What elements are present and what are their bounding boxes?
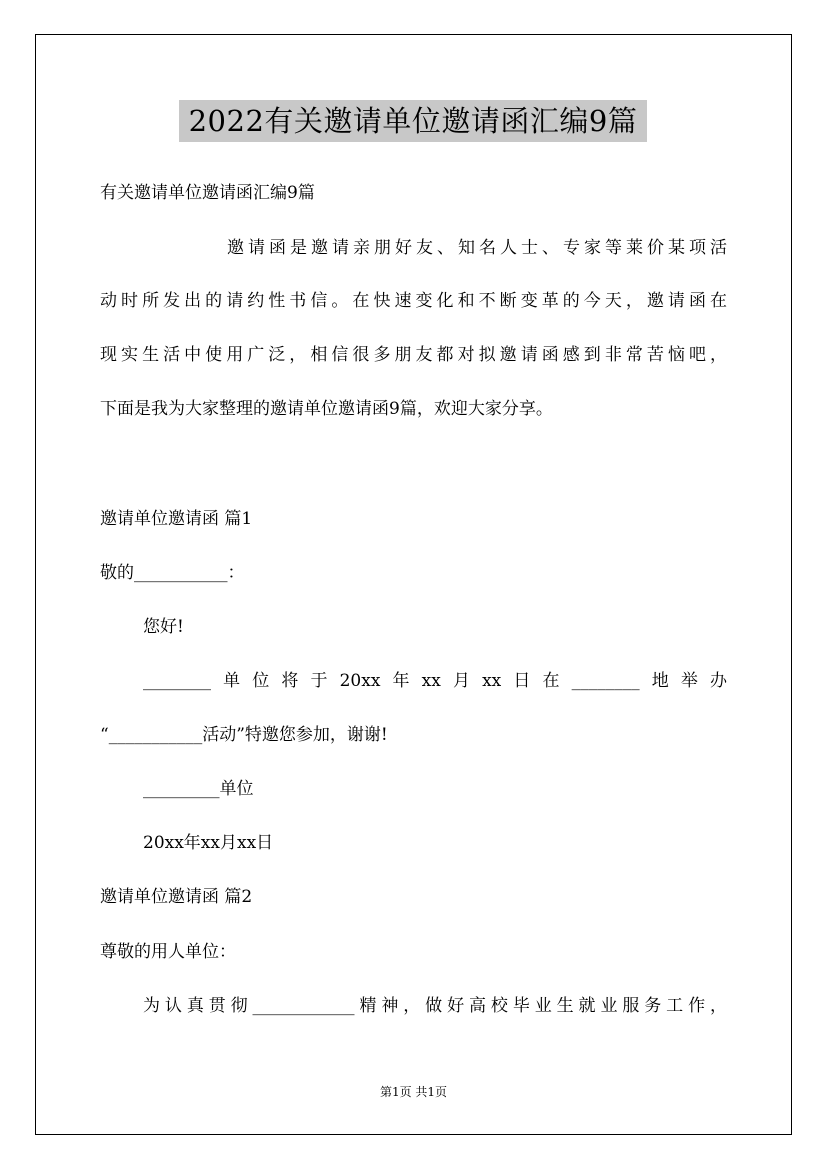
section-1-greeting: 您好! — [143, 617, 184, 637]
section-2-heading: 邀请单位邀请函 篇2 — [100, 887, 253, 907]
intro-line-4: 下面是我为大家整理的邀请单位邀请函9篇，欢迎大家分享。 — [100, 399, 553, 419]
section-1-body-line-2: “___________活动”特邀您参加，谢谢! — [100, 725, 388, 745]
document-subtitle: 有关邀请单位邀请函汇编9篇 — [100, 183, 315, 203]
section-1-body-line-1: ________单位将于20xx年xx月xx日在________地举办 — [143, 671, 727, 691]
section-1-heading: 邀请单位邀请函 篇1 — [100, 509, 253, 529]
section-1-salutation: 敬的___________： — [100, 563, 245, 583]
section-2-salutation: 尊敬的用人单位： — [100, 942, 236, 962]
intro-line-3: 现实生活中使用广泛，相信很多朋友都对拟邀请函感到非常苦恼吧， — [100, 345, 727, 365]
document-title: 2022有关邀请单位邀请函汇编9篇 — [179, 100, 647, 142]
intro-line-2: 动时所发出的请约性书信。在快速变化和不断变革的今天，邀请函在 — [100, 291, 727, 311]
section-1-signature: _________单位 — [143, 779, 254, 799]
page-footer: 第1页 共1页 — [379, 1085, 448, 1099]
intro-line-1: 邀请函是邀请亲朋好友、知名人士、专家等莱价某项活 — [227, 238, 727, 258]
section-1-date: 20xx年xx月xx日 — [143, 833, 274, 853]
section-2-body-line-1: 为认真贯彻____________精神，做好高校毕业生就业服务工作， — [143, 996, 727, 1016]
